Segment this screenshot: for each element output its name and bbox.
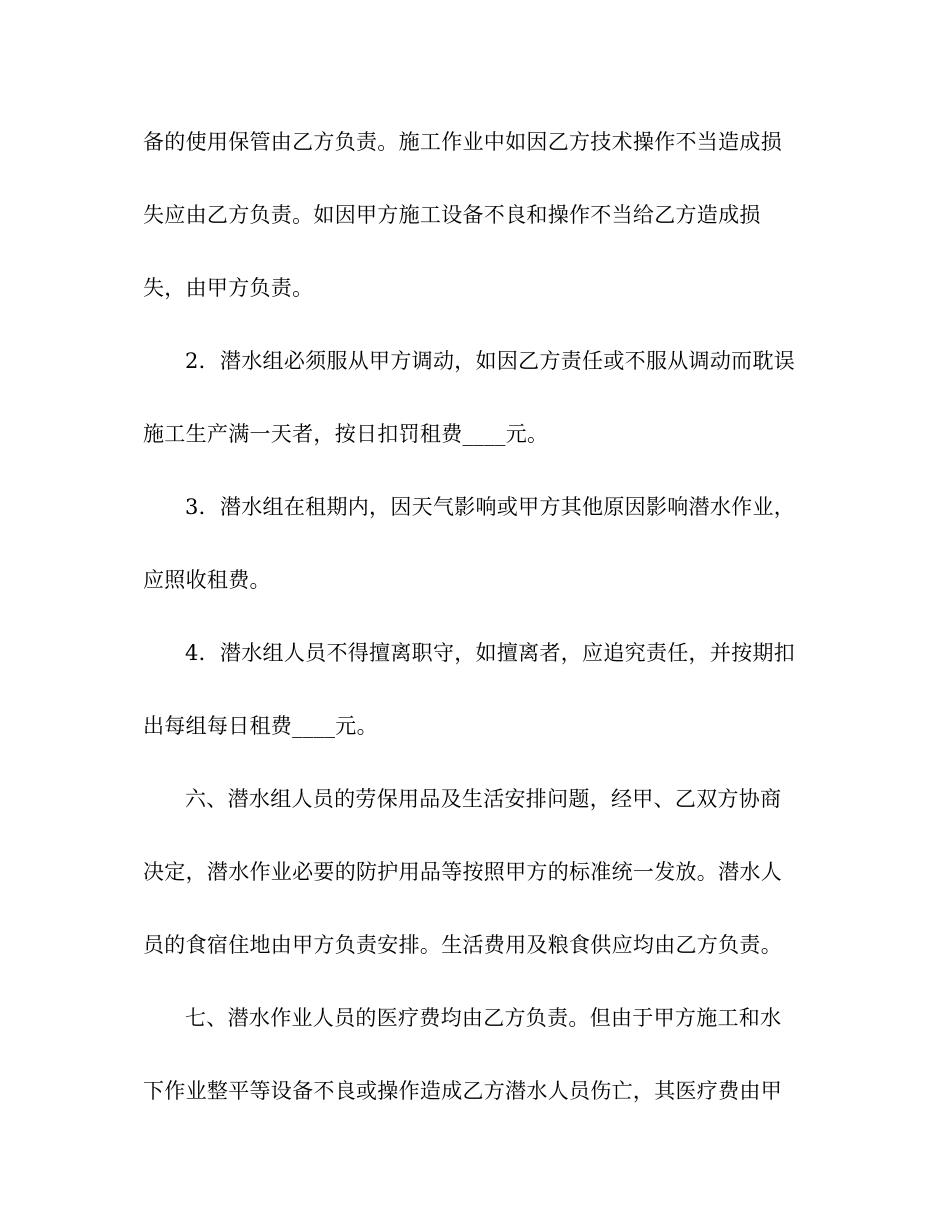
text-line: 失应由乙方负责。如因甲方施工设备不良和操作不当给乙方造成损 (143, 203, 761, 227)
section-6-line: 六、潜水组人员的劳保用品及生活安排问题，经甲、乙双方协商 (185, 787, 782, 811)
text-line: 施工生产满一天者，按日扣罚租费____元。 (143, 422, 549, 446)
text-line: 失，由甲方负责。 (143, 276, 314, 300)
text-line: 应照收租费。 (143, 568, 271, 592)
clause-3-line: 3．潜水组在租期内，因天气影响或甲方其他原因影响潜水作业， (185, 495, 796, 519)
text-line: 出每组每日租费____元。 (143, 714, 378, 738)
text-line: 决定，潜水作业必要的防护用品等按照甲方的标准统一发放。潜水人 (143, 860, 782, 884)
text-line: 下作业整平等设备不良或操作造成乙方潜水人员伤亡，其医疗费由甲 (143, 1079, 782, 1103)
clause-2-line: 2．潜水组必须服从甲方调动，如因乙方责任或不服从调动而耽误 (185, 349, 796, 373)
clause-4-line: 4．潜水组人员不得擅离职守，如擅离者，应追究责任，并按期扣 (185, 641, 796, 665)
section-7-line: 七、潜水作业人员的医疗费均由乙方负责。但由于甲方施工和水 (185, 1006, 782, 1030)
text-line: 备的使用保管由乙方负责。施工作业中如因乙方技术操作不当造成损 (143, 130, 782, 154)
text-line: 员的食宿住地由甲方负责安排。生活费用及粮食供应均由乙方负责。 (143, 933, 782, 957)
